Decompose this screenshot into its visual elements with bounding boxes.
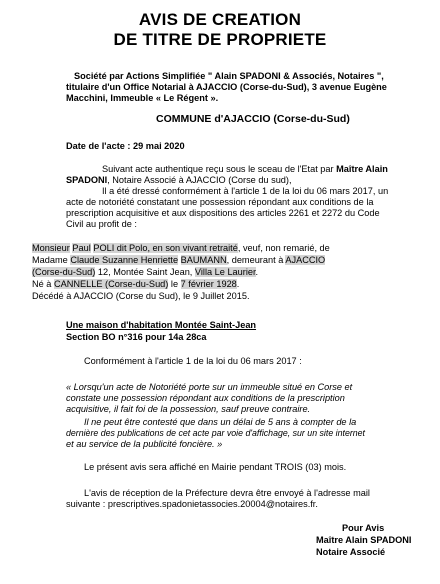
quote-line-3: acquisitive, il fait foi de la possession, sauf preuve contraire. (66, 404, 311, 414)
intro-p2-line-3: prescription acquisitive et aux dispositions des articles 2261 et 2272 du Code (66, 208, 380, 218)
header-line-1: Société par Actions Simplifiée " Alain SPADONI & Associés, Notaires ", (74, 71, 384, 81)
beneficiary-line-1: Monsieur Paul POLI dit Polo, en son vivant retraité, veuf, non remarié, de (32, 243, 330, 253)
title-line-1: AVIS DE CREATION (138, 10, 302, 29)
signature-line-3: Notaire Associé (316, 547, 386, 557)
intro-line-2: SPADONI, Notaire Associé à AJACCIO (Corse du sud), (66, 175, 292, 185)
quote-line-6: et au service de la publicité foncière. » (66, 439, 223, 449)
property-line-1: Une maison d'habitation Montée Saint-Jean (66, 320, 257, 330)
quote-line-2: constate une possession répondant aux conditions de la prescription (66, 393, 345, 403)
conform-line: Conformément à l'article 1 de la loi du 06 mars 2017 : (84, 356, 302, 366)
intro-p2-line-1: Il a été dressé conformément à l'article 1 de la loi du 06 mars 2017, un (102, 186, 389, 196)
title-line-2: DE TITRE DE PROPRIETE (113, 30, 327, 49)
commune-heading: COMMUNE d'AJACCIO (Corse-du-Sud) (156, 113, 350, 125)
intro-p2-line-2: acte de notoriété constatant une possession répondant aux conditions de la (66, 197, 374, 207)
quote-line-5: dernière des publications de cet acte par voie d'affichage, sur un site internet (66, 428, 365, 438)
beneficiary-line-5: Décédé à AJACCIO (Corse du Sud), le 9 Juillet 2015. (32, 291, 250, 301)
intro-line-1: Suivant acte authentique reçu sous le sceau de l'Etat par Maître Alain (102, 164, 388, 174)
beneficiary-line-2: Madame Claude Suzanne Henriette BAUMANN, demeurant à AJACCIO (32, 255, 326, 265)
beneficiary-line-4: Né à CANNELLE (Corse-du-Sud) le 7 février 1928. (32, 279, 240, 289)
date-acte: Date de l'acte : 29 mai 2020 (66, 141, 185, 151)
quote-line-1: « Lorsqu'un acte de Notoriété porte sur un immeuble situé en Corse et (66, 382, 353, 392)
beneficiary-line-3: (Corse-du-Sud) 12, Montée Saint Jean, Villa Le Laurier. (32, 267, 259, 277)
signature-line-1: Pour Avis (342, 523, 385, 533)
intro-p2-line-4: Civil au profit de : (66, 219, 137, 229)
reception-line-1: L'avis de réception de la Préfecture devra être envoyé à l'adresse mail (84, 488, 370, 498)
quote-line-4: Il ne peut être contesté que dans un délai de 5 ans à compter de la (84, 417, 357, 427)
header-line-2: titulaire d'un Office Notarial à AJACCIO (Corse-du-Sud), 3 avenue Eugène (66, 82, 387, 92)
property-line-2: Section BO n°316 pour 14a 28ca (66, 332, 207, 342)
reception-line-2: suivante : prescriptives.spadonietassocies.20004@notaires.fr. (66, 499, 318, 509)
affichage-line: Le présent avis sera affiché en Mairie pendant TROIS (03) mois. (84, 462, 347, 472)
signature-line-2: Maître Alain SPADONI (316, 535, 412, 545)
header-line-3: Macchini, Immeuble « Le Régent ». (66, 93, 219, 103)
